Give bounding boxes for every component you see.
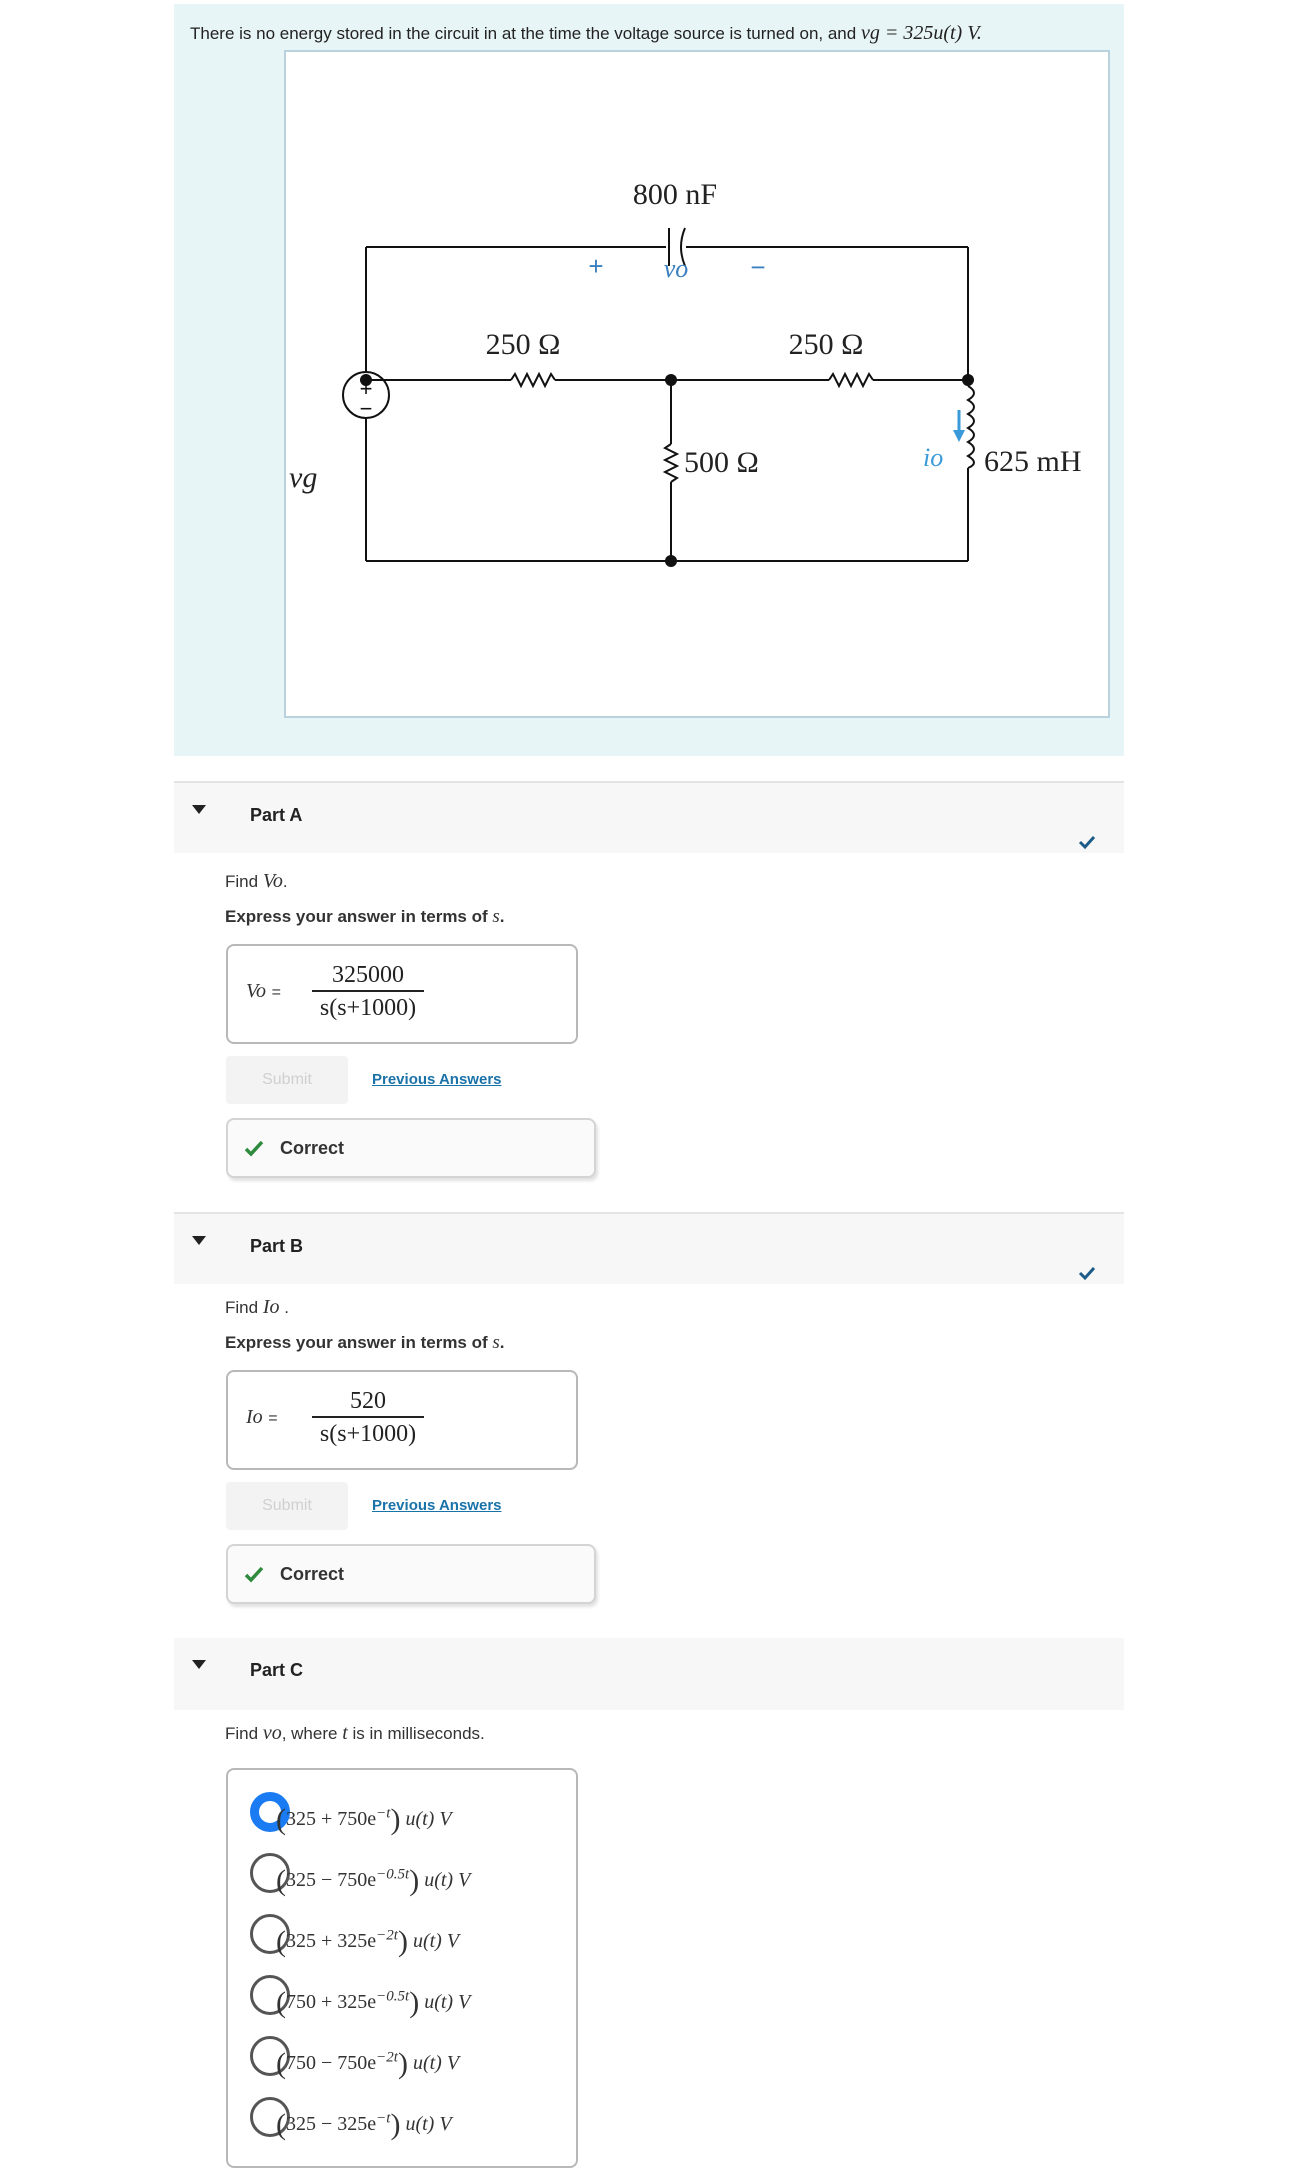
label-vo: vo bbox=[663, 254, 689, 283]
label-500: 500 Ω bbox=[684, 446, 759, 479]
resistor-left-zigzag bbox=[511, 374, 555, 386]
fraction-numerator: 325000 bbox=[332, 962, 404, 988]
circuit-diagram bbox=[286, 52, 1108, 716]
part-b-express: Express your answer in terms of s. bbox=[225, 1332, 505, 1353]
part-a-find: Find Vo. bbox=[225, 870, 288, 892]
resistor-middle-zigzag bbox=[665, 444, 677, 482]
part-b-feedback bbox=[226, 1544, 596, 1604]
part-a-previous-answers-link[interactable]: Previous Answers bbox=[372, 1071, 502, 1088]
choice-text: $(750 + 325e^{-0.5t})$ u(t) V bbox=[276, 1986, 471, 2019]
part-a-answer-box[interactable] bbox=[226, 944, 578, 1044]
feedback-text: Correct bbox=[280, 1564, 345, 1584]
inductor-coil bbox=[968, 386, 974, 468]
check-icon bbox=[244, 1566, 264, 1584]
label-800nF: 800 nF bbox=[632, 178, 718, 211]
answer-label: Io = bbox=[246, 1406, 278, 1428]
intro-math: vg = 325u(t) V. bbox=[860, 22, 982, 44]
part-b-submit-button[interactable]: Submit bbox=[226, 1482, 348, 1530]
answer-fraction[interactable] bbox=[310, 1386, 426, 1448]
choice-text: $(325 + 750e^{-t})$ u(t) V bbox=[276, 1803, 452, 1836]
part-a-feedback bbox=[226, 1118, 596, 1178]
label-250-right: 250 Ω bbox=[788, 328, 864, 361]
part-b-answer-box[interactable] bbox=[226, 1370, 578, 1470]
check-icon bbox=[1078, 833, 1096, 851]
fraction-denominator: s(s+1000) bbox=[319, 995, 417, 1021]
part-b-title: Part B bbox=[250, 1236, 304, 1256]
feedback-text: Correct bbox=[280, 1138, 345, 1158]
label-625mH: 625 mH bbox=[984, 445, 1082, 478]
circuit-figure bbox=[284, 50, 1110, 718]
choice-text: $(325 - 325e^{-t})$ u(t) V bbox=[276, 2108, 452, 2141]
label-vo-minus: − bbox=[750, 252, 766, 282]
part-a-submit-button[interactable]: Submit bbox=[226, 1056, 348, 1104]
caret-down-icon[interactable] bbox=[192, 1660, 206, 1669]
part-b-previous-answers-link[interactable]: Previous Answers bbox=[372, 1497, 502, 1514]
resistor-right-zigzag bbox=[829, 374, 873, 386]
part-c-choices bbox=[226, 1768, 578, 2168]
part-a-express: Express your answer in terms of s. bbox=[225, 906, 505, 927]
problem-intro bbox=[190, 22, 982, 45]
label-vg: vg bbox=[289, 461, 318, 494]
caret-down-icon[interactable] bbox=[192, 1236, 206, 1245]
node-right bbox=[962, 374, 974, 386]
choice-text: $(325 + 325e^{-2t})$ u(t) V bbox=[276, 1925, 460, 1958]
source-plus: + bbox=[359, 376, 373, 401]
choice-text: $(325 - 750e^{-0.5t})$ u(t) V bbox=[276, 1864, 471, 1897]
part-c-find: Find vo, where t is in milliseconds. bbox=[225, 1722, 485, 1744]
choice-text: $(750 - 750e^{-2t})$ u(t) V bbox=[276, 2047, 460, 2080]
intro-text: There is no energy stored in the circuit in at the time the voltage source is turned on, and bbox=[190, 24, 857, 43]
label-io: io bbox=[923, 443, 944, 472]
part-b-header[interactable] bbox=[174, 1212, 1124, 1284]
fraction-denominator: s(s+1000) bbox=[319, 1421, 417, 1447]
fraction-numerator: 520 bbox=[350, 1388, 386, 1414]
part-c-title: Part C bbox=[250, 1660, 304, 1680]
label-vo-plus: + bbox=[588, 251, 604, 281]
source-minus: − bbox=[359, 396, 373, 421]
node-center bbox=[665, 374, 677, 386]
answer-fraction[interactable] bbox=[310, 960, 426, 1022]
part-c-header[interactable] bbox=[174, 1638, 1124, 1710]
caret-down-icon[interactable] bbox=[192, 805, 206, 814]
check-icon bbox=[1078, 1264, 1096, 1282]
io-arrow-head bbox=[953, 430, 965, 442]
node-bottom bbox=[665, 555, 677, 567]
part-b-find: Find Io . bbox=[225, 1296, 289, 1318]
problem-statement bbox=[174, 4, 1124, 756]
part-a-header[interactable] bbox=[174, 781, 1124, 853]
label-250-left: 250 Ω bbox=[485, 328, 561, 361]
answer-label: Vo = bbox=[246, 980, 281, 1002]
part-a-title: Part A bbox=[250, 805, 303, 825]
check-icon bbox=[244, 1140, 264, 1158]
